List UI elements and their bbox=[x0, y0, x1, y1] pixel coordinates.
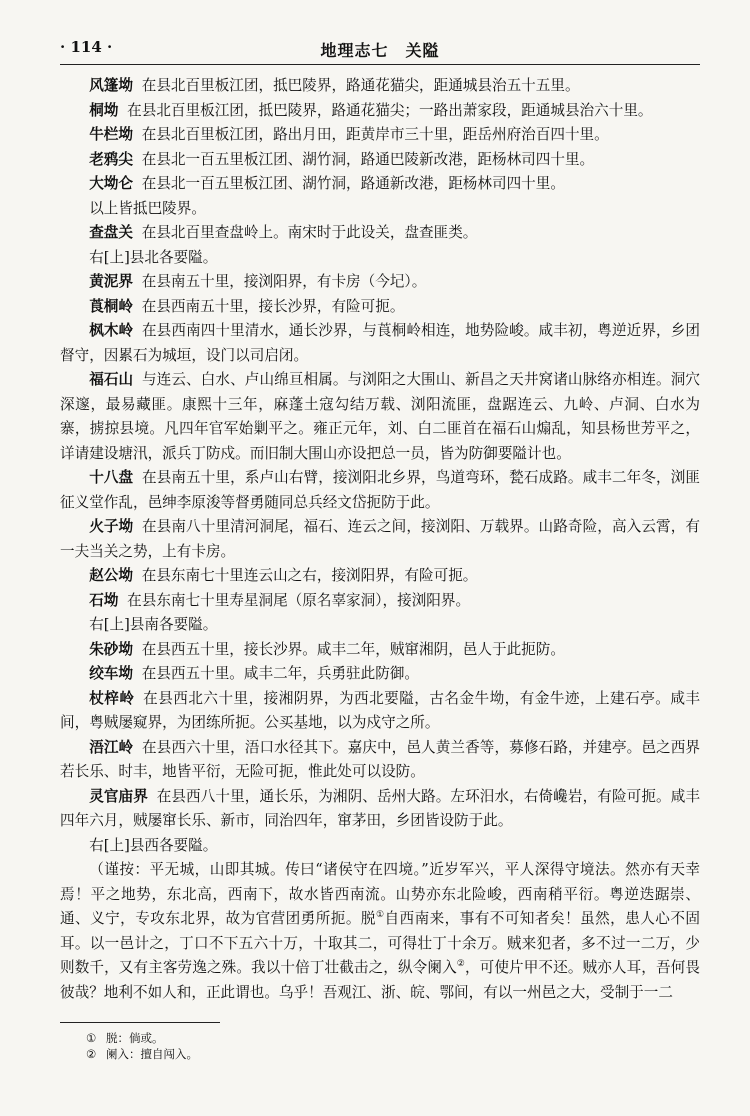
entry-paragraph bbox=[60, 319, 700, 368]
entry-term: 查盘关 bbox=[89, 224, 133, 241]
entry-term: 风篷坳 bbox=[89, 77, 133, 94]
entry-text: 右[上]县北各要隘。 bbox=[89, 248, 218, 266]
entry-term: 牛栏坳 bbox=[89, 126, 133, 143]
entry-text: 在县北一百五里板江团、湖竹洞，路通巴陵新改港，距杨林司四十里。 bbox=[141, 150, 595, 168]
entry-paragraph bbox=[60, 148, 700, 173]
entry-paragraph bbox=[60, 99, 700, 124]
entry-paragraph bbox=[60, 295, 700, 320]
entry-text: 在县西北六十里，接湘阴界，为西北要隘，古名金牛坳，有金牛迹，上建石亭。咸丰间，粤贼屡窥界，为团练所扼。公买基地，以为戍守之所。 bbox=[60, 689, 700, 731]
entry-text: 以上皆抵巴陵界。 bbox=[89, 199, 206, 217]
entry-term: 火子坳 bbox=[89, 518, 134, 535]
footnote-item bbox=[86, 1046, 198, 1062]
footnote-item bbox=[86, 1030, 198, 1046]
commentary-text: 自西南来，事有不可知者矣！虽然，患人心不固耳。以一邑计之，丁口不下五六十万，十取其二，可得壮丁十余万。贼来犯者，多不过一二万，少则数千，又有主客劳逸之殊。我以十倍丁壮截击之，纵令阑入 bbox=[60, 910, 700, 976]
entry-paragraph bbox=[60, 613, 700, 638]
entry-term: 朱砂坳 bbox=[89, 640, 133, 658]
entry-term: 大坳仑 bbox=[89, 175, 133, 192]
running-title: 地理志七 关隘 bbox=[320, 41, 440, 60]
commentary-text: （谨按：平无城，山即其城。传曰“诸侯守在四境。”近岁军兴，平人深得守境法。然亦有天幸焉！平之地势，东北高，西南下，故水皆西南流。山势亦东北险峻，西南稍平衍。粤逆迭踞崇、通、义宁，专攻东北界，故为官营团勇所扼。脱 bbox=[60, 861, 700, 927]
entry-text: 在县南八十里清河洞尾，福石、连云之间，接浏阳、万载界。山路奇险，高入云霄，有一夫当关之势，上有卡房。 bbox=[60, 518, 700, 560]
entry-paragraph bbox=[60, 638, 700, 663]
entry-text: 与连云、白水、卢山绵亘相属。与浏阳之大围山、新昌之天井窝诸山脉络亦相连。洞穴深邃，最易藏匪。康熙十三年，麻蓬土寇勾结万载、浏阳流匪，盘踞连云、九岭、卢洞、白水为寨，掳掠县境。凡四年官军始剿平之。雍正元年，刘、白二匪首在福石山煽乱，知县杨世芳平之，详请建设塘汛，派兵丁防戍。而旧制大围山亦设把总一员，皆为防御要隘计也。 bbox=[60, 371, 700, 462]
entry-text: 在县西六十里，浯口水径其下。嘉庆中，邑人黄兰香等，募修石路，并建亭。邑之西界若长乐、时丰，地皆平衍，无险可扼，惟此处可以设防。 bbox=[60, 738, 700, 780]
entry-text: 在县西南五十里，接长沙界，有险可扼。 bbox=[141, 297, 405, 315]
entry-paragraph bbox=[60, 74, 700, 99]
entry-paragraph bbox=[60, 270, 700, 295]
entry-paragraph bbox=[60, 246, 700, 271]
entry-text: 在县北百里板江团，抵巴陵界，路通花猫尖；一路出萧家段，距通城县治六十里。 bbox=[127, 101, 653, 119]
entry-term: 杖梓岭 bbox=[89, 689, 135, 707]
entry-paragraph bbox=[60, 197, 700, 222]
footnote-divider bbox=[60, 1022, 220, 1023]
entry-term: 绞车坳 bbox=[89, 665, 133, 682]
entry-text: 右[上]县西各要隘。 bbox=[89, 836, 218, 854]
footnotes bbox=[86, 1030, 198, 1062]
footnote-text: 脱：倘或。 bbox=[106, 1031, 164, 1045]
entry-paragraph bbox=[60, 564, 700, 589]
body-text bbox=[60, 74, 700, 1005]
entry-paragraph bbox=[60, 123, 700, 148]
entry-paragraph bbox=[60, 172, 700, 197]
entry-term: 黄泥界 bbox=[89, 273, 133, 290]
entry-term: 桐坳 bbox=[89, 101, 119, 119]
entry-text: 在县南五十里，系卢山右臂，接浏阳北乡界，鸟道弯环，甃石成路。咸丰二年冬，浏匪征义堂作乱，邑绅李原浚等督勇随同总兵经文岱扼防于此。 bbox=[60, 469, 700, 511]
footnote-mark: ① bbox=[86, 1031, 97, 1045]
entry-term: 浯江岭 bbox=[89, 738, 134, 756]
entry-text: 在县北百里板江团，路出月田，距黄岸市三十里，距岳州府治百四十里。 bbox=[141, 126, 609, 143]
entry-text: 在县西五十里。咸丰二年，兵勇驻此防御。 bbox=[141, 665, 420, 682]
page-number: · 114 · bbox=[60, 38, 113, 56]
entry-paragraph bbox=[60, 736, 700, 785]
footnote-text: 阑入：擅自闯入。 bbox=[106, 1047, 198, 1061]
footnote-ref[interactable]: ② bbox=[456, 959, 465, 970]
entry-paragraph bbox=[60, 834, 700, 859]
entry-paragraph bbox=[60, 589, 700, 614]
entry-text: 在县东南七十里连云山之右，接浏阳界，有险可扼。 bbox=[141, 567, 478, 584]
entry-paragraph bbox=[60, 368, 700, 466]
entry-term: 石坳 bbox=[89, 591, 119, 609]
entry-text: 在县北百里查盘岭上。南宋时于此设关，盘查匪类。 bbox=[141, 224, 478, 241]
entry-text: 在县西五十里，接长沙界。咸丰二年，贼窜湘阴，邑人于此扼防。 bbox=[141, 640, 565, 658]
entry-paragraph bbox=[60, 687, 700, 736]
entry-term: 莨桐岭 bbox=[89, 297, 133, 315]
entry-text: 在县西南四十里清水，通长沙界，与莨桐岭相连，地势险峻。咸丰初，粤逆近界，乡团督守，因累石为城垣，设门以司启闭。 bbox=[60, 322, 700, 364]
entry-text: 右[上]县南各要隘。 bbox=[89, 616, 218, 633]
entry-text: 在县北百里板江团，抵巴陵界，路通花猫尖，距通城县治五十五里。 bbox=[141, 77, 580, 94]
entry-text: 在县北一百五里板江团、湖竹洞，路通新改港，距杨林司四十里。 bbox=[141, 175, 565, 192]
entry-paragraph bbox=[60, 466, 700, 515]
entry-term: 灵官庙界 bbox=[89, 787, 148, 805]
entry-text: 在县西八十里，通长乐，为湘阴、岳州大路。左环汨水，右倚巉岩，有险可扼。咸丰四年六月，贼屡窜长乐、新市，同治四年，窜茅田，乡团皆设防于此。 bbox=[60, 787, 700, 829]
entry-paragraph bbox=[60, 785, 700, 834]
entry-list bbox=[60, 74, 700, 858]
entry-paragraph bbox=[60, 515, 700, 564]
footnote-ref[interactable]: ① bbox=[375, 910, 385, 921]
running-header bbox=[60, 36, 700, 65]
commentary-text: ，可使片甲不还。贼亦人耳，吾何畏彼哉？地利不如人和，正此谓也。乌乎！吾观江、浙、皖、鄂间，有以一州邑之大，受制于一二 bbox=[60, 959, 700, 1001]
entry-term: 老鸦尖 bbox=[89, 150, 133, 168]
entry-term: 福石山 bbox=[89, 371, 134, 388]
footnote-mark: ② bbox=[86, 1047, 97, 1061]
entry-term: 十八盘 bbox=[89, 469, 134, 486]
entry-text: 在县南五十里，接浏阳界，有卡房（今圮）。 bbox=[141, 273, 427, 290]
entry-text: 在县东南七十里寿星洞尾（原名辜家洞），接浏阳界。 bbox=[127, 591, 471, 609]
entry-paragraph bbox=[60, 221, 700, 246]
entry-term: 赵公坳 bbox=[89, 567, 133, 584]
commentary-paragraph bbox=[60, 858, 700, 1005]
entry-paragraph bbox=[60, 662, 700, 687]
entry-term: 枫木岭 bbox=[89, 322, 134, 339]
